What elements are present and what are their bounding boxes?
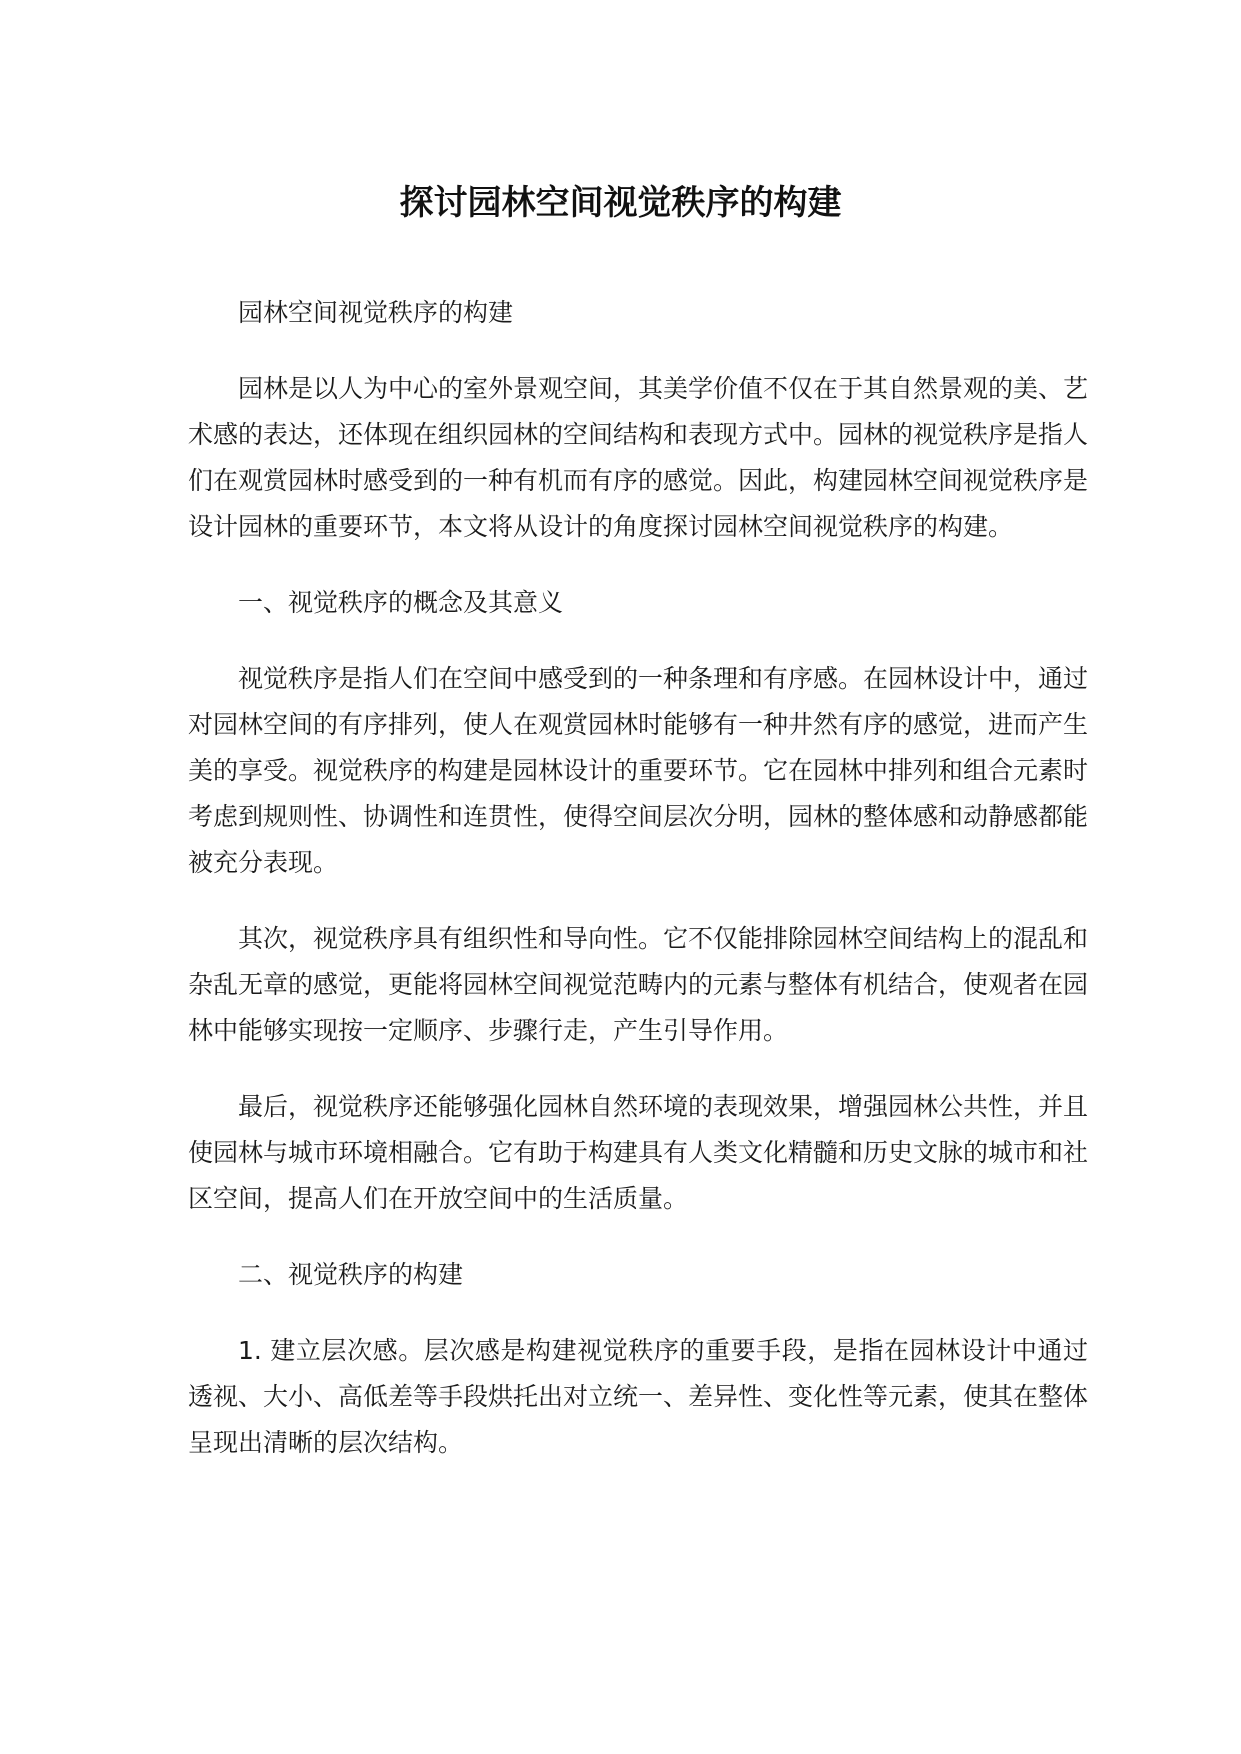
paragraph-concept: 视觉秩序是指人们在空间中感受到的一种条理和有序感。在园林设计中，通过对园林空间的有序排列，使人在观赏园林时能够有一种井然有序的感觉，进而产生美的享受。视觉秩序的构建是园林设计的重要环节。它在园林中排列和组合元素时考虑到规则性、协调性和连贯性，使得空间层次分明，园林的整体感和动静感都能被充分表现。 [188,664,1089,877]
paragraph-finally: 最后，视觉秩序还能够强化园林自然环境的表现效果，增强园林公共性，并且使园林与城市环境相融合。它有助于构建具有人类文化精髓和历史文脉的城市和社区空间，提高人们在开放空间中的生活质量。 [188,1092,1089,1213]
paragraph-subtitle: 园林空间视觉秩序的构建 [238,298,514,327]
paragraph-intro: 园林是以人为中心的室外景观空间，其美学价值不仅在于其自然景观的美、艺术感的表达，还体现在组织园林的空间结构和表现方式中。园林的视觉秩序是指人们在观赏园林时感受到的一种有机而有序的感觉。因此，构建园林空间视觉秩序是设计园林的重要环节，本文将从设计的角度探讨园林空间视觉秩序的构建。 [188,374,1089,541]
document-body [188,290,1088,1496]
section-heading-2: 二、视觉秩序的构建 [238,1260,464,1289]
section-heading-1: 一、视觉秩序的概念及其意义 [238,588,564,617]
document-title: 探讨园林空间视觉秩序的构建 [399,183,842,223]
paragraph-layering: 1. 建立层次感。层次感是构建视觉秩序的重要手段，是指在园林设计中通过透视、大小、高低差等手段烘托出对立统一、差异性、变化性等元素，使其在整体呈现出清晰的层次结构。 [188,1336,1089,1457]
paragraph-secondly: 其次，视觉秩序具有组织性和导向性。它不仅能排除园林空间结构上的混乱和杂乱无章的感觉，更能将园林空间视觉范畴内的元素与整体有机结合，使观者在园林中能够实现按一定顺序、步骤行走，产生引导作用。 [188,924,1089,1045]
